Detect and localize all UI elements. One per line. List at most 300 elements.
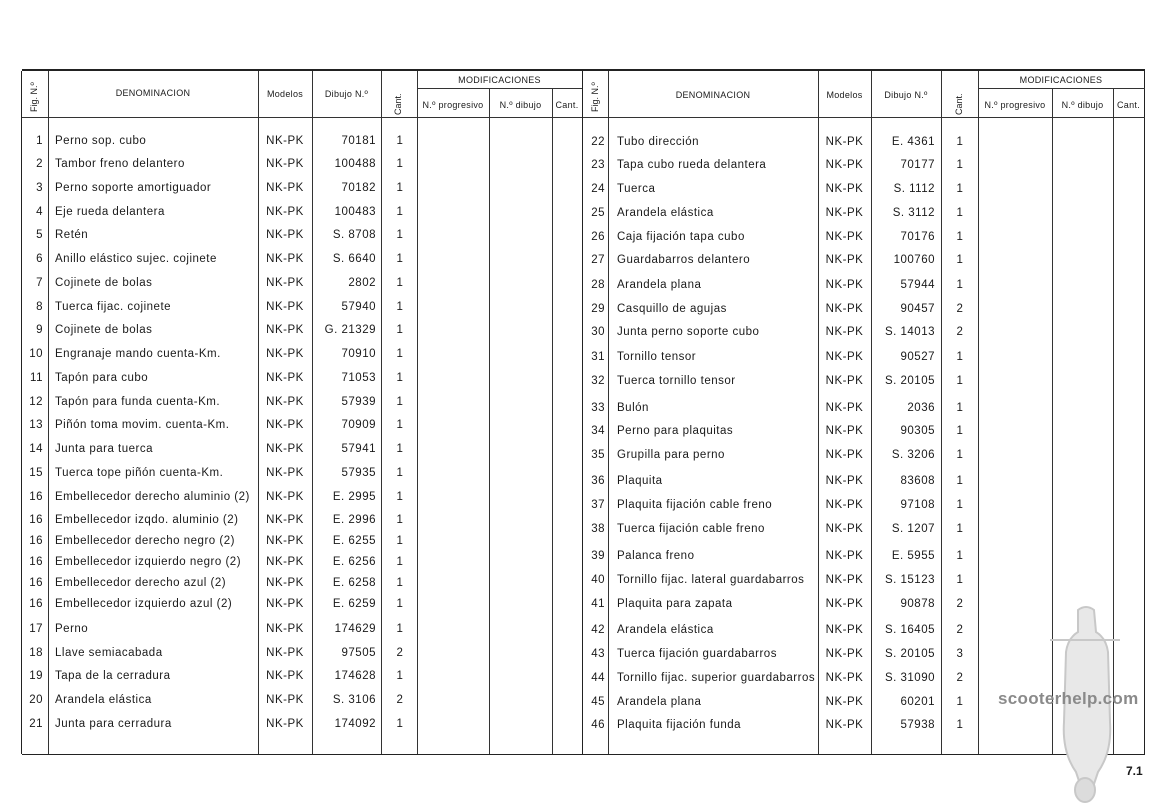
drawing-number: S. 31090: [884, 672, 935, 684]
part-name: Plaquita: [617, 475, 663, 487]
fig-number: 2: [36, 158, 43, 170]
drawing-number: 70182: [341, 182, 376, 194]
part-name: Perno soporte amortiguador: [55, 182, 212, 194]
drawing-number: E. 6255: [332, 535, 376, 547]
drawing-number: S. 20105: [884, 375, 935, 387]
drawing-number: S. 3112: [892, 207, 935, 219]
drawing-number: 70177: [900, 159, 935, 171]
table-row: [22, 298, 583, 318]
drawing-number: S. 3106: [332, 694, 376, 706]
fig-number: 16: [29, 577, 43, 589]
drawing-number: 70181: [341, 135, 376, 147]
model: NK-PK: [266, 324, 304, 336]
drawing-number: E. 2996: [332, 514, 376, 526]
model: NK-PK: [266, 206, 304, 218]
header-denominacion: DENOMINACION: [115, 88, 191, 98]
model: NK-PK: [825, 449, 864, 461]
header-n-progresivo: N.º progresivo: [984, 100, 1046, 110]
header-divider: [22, 117, 583, 118]
model: NK-PK: [825, 326, 864, 338]
table-row: [583, 300, 1145, 320]
fig-number: 5: [36, 229, 43, 241]
model: NK-PK: [825, 159, 864, 171]
fig-number: 31: [591, 351, 605, 363]
fig-number: 9: [36, 324, 43, 336]
model: NK-PK: [266, 253, 304, 265]
part-name: Piñón toma movim. cuenta-Km.: [55, 419, 230, 431]
model: NK-PK: [266, 535, 304, 547]
fig-number: 23: [591, 159, 605, 171]
header-modificaciones: MODIFICACIONES: [458, 75, 541, 85]
model: NK-PK: [825, 475, 864, 487]
fig-number: 41: [591, 598, 605, 610]
watermark-text: scooterhelp.com: [998, 689, 1139, 708]
header-n-progresivo: N.º progresivo: [422, 100, 484, 110]
drawing-number: S. 14013: [884, 326, 935, 338]
fig-number: 21: [29, 718, 43, 730]
model: NK-PK: [266, 623, 304, 635]
header-modelos: Modelos: [266, 89, 304, 99]
model: NK-PK: [266, 491, 304, 503]
quantity: 1: [956, 425, 964, 437]
part-name: Bulón: [617, 402, 649, 414]
fig-number: 16: [29, 514, 43, 526]
part-name: Tornillo tensor: [617, 351, 697, 363]
quantity: 1: [396, 491, 404, 503]
quantity: 1: [396, 598, 404, 610]
quantity: 1: [956, 183, 964, 195]
fig-number: 40: [591, 574, 605, 586]
quantity: 1: [956, 254, 964, 266]
quantity: 1: [956, 402, 964, 414]
table-row: [22, 644, 583, 664]
table-row: [22, 369, 583, 389]
part-name: Embellecedor izquierdo negro (2): [55, 556, 242, 568]
part-name: Tuerca: [617, 183, 656, 195]
part-name: Tuerca tornillo tensor: [617, 375, 736, 387]
model: NK-PK: [825, 523, 864, 535]
fig-number: 46: [591, 719, 605, 731]
part-name: Tapón para funda cuenta-Km.: [55, 396, 221, 408]
part-name: Palanca freno: [617, 550, 695, 562]
table-row: [583, 472, 1145, 492]
drawing-number: 83608: [900, 475, 935, 487]
header-dibujo: Dibujo N.º: [324, 89, 369, 99]
model: NK-PK: [825, 375, 864, 387]
part-name: Junta para cerradura: [55, 718, 172, 730]
part-name: Anillo elástico sujec. cojinete: [55, 253, 217, 265]
fig-number: 44: [591, 672, 605, 684]
model: NK-PK: [825, 598, 864, 610]
header-divider: [417, 88, 583, 89]
model: NK-PK: [825, 696, 864, 708]
page-number: 7.1: [1126, 764, 1143, 778]
drawing-number: 2036: [907, 402, 935, 414]
quantity: 1: [956, 449, 964, 461]
fig-number: 7: [36, 277, 43, 289]
quantity: 1: [956, 279, 964, 291]
quantity: 2: [396, 694, 404, 706]
model: NK-PK: [825, 719, 864, 731]
part-name: Perno para plaquitas: [617, 425, 734, 437]
quantity: 1: [956, 550, 964, 562]
drawing-number: 97108: [900, 499, 935, 511]
part-name: Cojinete de bolas: [55, 324, 153, 336]
quantity: 1: [396, 419, 404, 431]
table-row: [22, 532, 583, 552]
quantity: 1: [396, 135, 404, 147]
model: NK-PK: [825, 351, 864, 363]
drawing-number: E. 6258: [332, 577, 376, 589]
model: NK-PK: [825, 425, 864, 437]
table-row: [22, 345, 583, 365]
header-n-dibujo: N.º dibujo: [499, 100, 542, 110]
header-fig: Fig. N.º: [590, 82, 600, 112]
fig-number: 37: [591, 499, 605, 511]
quantity: 1: [956, 351, 964, 363]
fig-number: 22: [591, 136, 605, 148]
fig-number: 14: [29, 443, 43, 455]
model: NK-PK: [266, 372, 304, 384]
part-name: Tambor freno delantero: [55, 158, 185, 170]
drawing-number: S. 1207: [891, 523, 935, 535]
part-name: Cojinete de bolas: [55, 277, 153, 289]
fig-number: 30: [591, 326, 605, 338]
quantity: 1: [396, 556, 404, 568]
fig-number: 3: [36, 182, 43, 194]
part-name: Arandela plana: [617, 696, 702, 708]
fig-number: 18: [29, 647, 43, 659]
drawing-number: 57938: [900, 719, 935, 731]
fig-number: 28: [591, 279, 605, 291]
table-row: [583, 422, 1145, 442]
model: NK-PK: [266, 514, 304, 526]
fig-number: 25: [591, 207, 605, 219]
quantity: 1: [396, 577, 404, 589]
quantity: 1: [956, 207, 964, 219]
table-row: [22, 595, 583, 615]
table-row: [22, 715, 583, 735]
drawing-number: S. 16405: [884, 624, 935, 636]
table-row: [22, 620, 583, 640]
model: NK-PK: [266, 229, 304, 241]
quantity: 1: [396, 718, 404, 730]
quantity: 1: [396, 229, 404, 241]
model: NK-PK: [825, 207, 864, 219]
model: NK-PK: [266, 718, 304, 730]
table-row: [583, 276, 1145, 296]
model: NK-PK: [266, 135, 304, 147]
header-cant: Cant.: [393, 93, 403, 115]
quantity: 1: [396, 514, 404, 526]
part-name: Grupilla para perno: [617, 449, 725, 461]
table-row: [22, 393, 583, 413]
table-row: [22, 155, 583, 175]
part-name: Tuerca fijación guardabarros: [617, 648, 777, 660]
table-row: [583, 156, 1145, 176]
quantity: 2: [956, 598, 964, 610]
fig-number: 19: [29, 670, 43, 682]
table-row: [583, 496, 1145, 516]
model: NK-PK: [266, 577, 304, 589]
part-name: Junta para tuerca: [55, 443, 154, 455]
parts-table-left: [22, 69, 583, 755]
drawing-number: 70176: [900, 231, 935, 243]
part-name: Perno sop. cubo: [55, 135, 147, 147]
quantity: 1: [956, 159, 964, 171]
table-row: [22, 553, 583, 573]
header-n-dibujo: N.º dibujo: [1061, 100, 1104, 110]
part-name: Caja fijación tapa cubo: [617, 231, 745, 243]
model: NK-PK: [825, 254, 864, 266]
fig-number: 15: [29, 467, 43, 479]
table-row: [22, 511, 583, 531]
model: NK-PK: [266, 396, 304, 408]
drawing-number: 174092: [334, 718, 376, 730]
fig-number: 33: [591, 402, 605, 414]
drawing-number: 57944: [900, 279, 935, 291]
quantity: 2: [396, 647, 404, 659]
table-row: [22, 226, 583, 246]
quantity: 2: [956, 303, 964, 315]
fig-number: 17: [29, 623, 43, 635]
table-row: [22, 321, 583, 341]
model: NK-PK: [266, 598, 304, 610]
quantity: 1: [956, 231, 964, 243]
drawing-number: 174629: [334, 623, 376, 635]
model: NK-PK: [825, 624, 864, 636]
part-name: Casquillo de agujas: [617, 303, 727, 315]
part-name: Engranaje mando cuenta-Km.: [55, 348, 221, 360]
table-row: [583, 520, 1145, 540]
model: NK-PK: [266, 694, 304, 706]
model: NK-PK: [266, 670, 304, 682]
drawing-number: 70909: [341, 419, 376, 431]
table-row: [22, 203, 583, 223]
table-row: [583, 180, 1145, 200]
quantity: 1: [956, 574, 964, 586]
part-name: Arandela elástica: [617, 624, 714, 636]
table-row: [583, 446, 1145, 466]
model: NK-PK: [825, 402, 864, 414]
quantity: 1: [396, 348, 404, 360]
drawing-number: 57940: [341, 301, 376, 313]
model: NK-PK: [266, 443, 304, 455]
part-name: Tapa de la cerradura: [55, 670, 171, 682]
fig-number: 32: [591, 375, 605, 387]
table-row: [583, 133, 1145, 153]
fig-number: 16: [29, 598, 43, 610]
table-row: [22, 464, 583, 484]
model: NK-PK: [266, 419, 304, 431]
header-modificaciones: MODIFICACIONES: [1019, 75, 1103, 85]
quantity: 1: [396, 670, 404, 682]
quantity: 1: [396, 467, 404, 479]
quantity: 1: [956, 475, 964, 487]
model: NK-PK: [825, 550, 864, 562]
table-row: [22, 667, 583, 687]
drawing-number: S. 15123: [884, 574, 935, 586]
table-row: [22, 179, 583, 199]
model: NK-PK: [825, 303, 864, 315]
drawing-number: E. 4361: [891, 136, 935, 148]
drawing-number: 70910: [341, 348, 376, 360]
part-name: Tuerca fijación cable freno: [617, 523, 765, 535]
fig-number: 16: [29, 491, 43, 503]
model: NK-PK: [266, 647, 304, 659]
model: NK-PK: [266, 158, 304, 170]
part-name: Embellecedor izqdo. aluminio (2): [55, 514, 239, 526]
quantity: 1: [396, 158, 404, 170]
quantity: 1: [396, 623, 404, 635]
table-row: [583, 372, 1145, 392]
quantity: 1: [396, 443, 404, 455]
table-row: [583, 228, 1145, 248]
fig-number: 24: [591, 183, 605, 195]
header-mod-cant: Cant.: [555, 100, 579, 110]
table-row: [583, 204, 1145, 224]
part-name: Eje rueda delantera: [55, 206, 165, 218]
part-name: Perno: [55, 623, 89, 635]
drawing-number: 57935: [341, 467, 376, 479]
table-row: [22, 574, 583, 594]
quantity: 1: [956, 499, 964, 511]
fig-number: 16: [29, 535, 43, 547]
table-row: [583, 251, 1145, 271]
header-fig: Fig. N.º: [29, 82, 39, 112]
table-row: [583, 348, 1145, 368]
part-name: Tuerca tope piñón cuenta-Km.: [55, 467, 224, 479]
part-name: Tornillo fijac. lateral guardabarros: [617, 574, 805, 586]
fig-number: 4: [36, 206, 43, 218]
quantity: 3: [956, 648, 964, 660]
part-name: Arandela plana: [617, 279, 702, 291]
model: NK-PK: [825, 136, 864, 148]
fig-number: 16: [29, 556, 43, 568]
header-dibujo: Dibujo N.º: [884, 90, 928, 100]
model: NK-PK: [266, 348, 304, 360]
header-mod-cant: Cant.: [1116, 100, 1140, 110]
header-modelos: Modelos: [826, 90, 863, 100]
drawing-number: S. 1112: [893, 183, 935, 195]
drawing-number: S. 20105: [884, 648, 935, 660]
fig-number: 45: [591, 696, 605, 708]
part-name: Tuerca fijac. cojinete: [55, 301, 172, 313]
quantity: 1: [396, 182, 404, 194]
quantity: 2: [956, 672, 964, 684]
drawing-number: 90457: [900, 303, 935, 315]
fig-number: 8: [36, 301, 43, 313]
header-denominacion: DENOMINACION: [675, 90, 751, 100]
part-name: Embellecedor derecho aluminio (2): [55, 491, 250, 503]
fig-number: 20: [29, 694, 43, 706]
fig-number: 39: [591, 550, 605, 562]
quantity: 1: [396, 324, 404, 336]
part-name: Arandela elástica: [55, 694, 152, 706]
fig-number: 35: [591, 449, 605, 461]
quantity: 1: [396, 253, 404, 265]
model: NK-PK: [825, 574, 864, 586]
drawing-number: 100483: [334, 206, 376, 218]
model: NK-PK: [266, 301, 304, 313]
model: NK-PK: [825, 183, 864, 195]
part-name: Embellecedor derecho negro (2): [55, 535, 235, 547]
fig-number: 11: [30, 372, 43, 384]
quantity: 2: [956, 624, 964, 636]
header-cant: Cant.: [954, 93, 964, 115]
quantity: 2: [956, 326, 964, 338]
table-row: [583, 399, 1145, 419]
drawing-number: 57939: [341, 396, 376, 408]
model: NK-PK: [266, 467, 304, 479]
model: NK-PK: [825, 672, 864, 684]
drawing-number: E. 6256: [332, 556, 376, 568]
drawing-number: 2802: [348, 277, 376, 289]
drawing-number: S. 3206: [891, 449, 935, 461]
quantity: 1: [956, 523, 964, 535]
header-divider: [978, 88, 1145, 89]
table-row: [22, 132, 583, 152]
part-name: Plaquita para zapata: [617, 598, 733, 610]
drawing-number: 90878: [900, 598, 935, 610]
quantity: 1: [396, 396, 404, 408]
part-name: Arandela elástica: [617, 207, 714, 219]
fig-number: 38: [591, 523, 605, 535]
fig-number: 1: [36, 135, 43, 147]
header-divider: [583, 117, 1145, 118]
part-name: Tubo dirección: [617, 136, 700, 148]
fig-number: 13: [29, 419, 43, 431]
table-row: [22, 416, 583, 436]
drawing-number: 90527: [900, 351, 935, 363]
part-name: Embellecedor izquierdo azul (2): [55, 598, 233, 610]
drawing-number: 90305: [900, 425, 935, 437]
part-name: Plaquita fijación cable freno: [617, 499, 773, 511]
fig-number: 29: [591, 303, 605, 315]
part-name: Plaquita fijación funda: [617, 719, 742, 731]
table-row: [22, 691, 583, 711]
drawing-number: 57941: [341, 443, 376, 455]
part-name: Junta perno soporte cubo: [617, 326, 760, 338]
table-row: [22, 488, 583, 508]
fig-number: 42: [591, 624, 605, 636]
drawing-number: 100760: [893, 254, 935, 266]
drawing-number: 71053: [341, 372, 376, 384]
quantity: 1: [396, 535, 404, 547]
fig-number: 34: [591, 425, 605, 437]
quantity: 1: [396, 206, 404, 218]
part-name: Tornillo fijac. superior guardabarros: [617, 672, 816, 684]
quantity: 1: [956, 136, 964, 148]
drawing-number: 174628: [334, 670, 376, 682]
part-name: Tapa cubo rueda delantera: [617, 159, 767, 171]
quantity: 1: [956, 696, 964, 708]
drawing-number: 97505: [341, 647, 376, 659]
quantity: 1: [956, 719, 964, 731]
part-name: Embellecedor derecho azul (2): [55, 577, 227, 589]
fig-number: 6: [36, 253, 43, 265]
part-name: Tapón para cubo: [55, 372, 149, 384]
table-row: [22, 250, 583, 270]
table-row: [583, 571, 1145, 591]
fig-number: 36: [591, 475, 605, 487]
drawing-number: G. 21329: [324, 324, 376, 336]
fig-number: 43: [591, 648, 605, 660]
drawing-number: E. 5955: [891, 550, 935, 562]
model: NK-PK: [266, 182, 304, 194]
drawing-number: 100488: [334, 158, 376, 170]
part-name: Guardabarros delantero: [617, 254, 751, 266]
